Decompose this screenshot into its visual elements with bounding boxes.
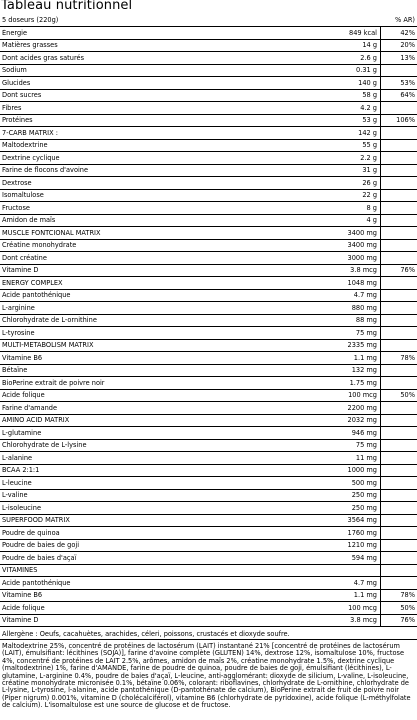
nutrient-value: 1.75 mg <box>349 378 377 387</box>
table-row <box>0 52 417 65</box>
nutrient-name: Amidon de maïs <box>2 216 56 225</box>
table-row <box>0 152 417 165</box>
nutrient-pct <box>380 177 417 189</box>
nutrient-name: Fructose <box>2 203 30 212</box>
nutrient-pct: 50% <box>380 602 417 614</box>
nutrient-name: Dont acides gras saturés <box>2 53 85 62</box>
nutrient-pct <box>380 440 417 452</box>
nutrient-value: 250 mg <box>351 491 377 500</box>
table-row <box>0 415 417 428</box>
table-row <box>0 490 417 503</box>
table-row <box>0 365 417 378</box>
nutrient-name: Dextrine cyclique <box>2 153 60 162</box>
nutrient-value: 14 g <box>362 41 377 50</box>
nutrient-pct <box>380 502 417 514</box>
nutrient-name: Chlorohydrate de L-lysine <box>2 441 87 450</box>
nutrient-name: Dont sucres <box>2 91 42 100</box>
nutrient-value: 2335 mg <box>347 341 377 350</box>
nutrient-value: 4.7 mg <box>353 578 377 587</box>
nutrient-pct: 50% <box>380 390 417 402</box>
nutrient-name: Isomaltulose <box>2 191 44 200</box>
nutrient-pct: 20% <box>380 40 417 52</box>
nutrient-name: L-tyrosine <box>2 328 35 337</box>
table-row <box>0 515 417 528</box>
table-row <box>0 452 417 465</box>
table-row <box>0 340 417 353</box>
table-row <box>0 615 417 628</box>
nutrient-value: 140 g <box>358 78 377 87</box>
nutrient-name: MUSCLE FONTCIONAL MATRIX <box>2 228 101 237</box>
nutrient-pct: 64% <box>380 90 417 102</box>
nutrient-pct <box>380 540 417 552</box>
nutrient-value: 132 mg <box>351 366 377 375</box>
nutrient-name: VITAMINES <box>2 566 38 575</box>
nutrient-name: Poudre de baies de goji <box>2 541 80 550</box>
ingredients-text: Maltodextrine 25%, concentré de protéines de lactosérum (LAIT) instantané 21% [concentré de protéines de lactosérum (LAIT), émulsifiant: lécithines (SOJA)], farine d'avoine complète (GLUTEN) 14%, dextrose 12%, isomaltulose 10%, fructose 4%, concentré de protéines de LAIT 2.5%, arômes, amidon de maïs 2%, créatine monohydrate 1.5%, dextrine cyclique (maltodextrine) 1%, farine d'AMANDE, farine de poudre de quinoa, poudre de baies de goji, émulsifiant (lécithines), L-glutamine, L-arginine 0.4%, poudre de baies d'açaï, L-leucine, anti-agglomérant: dioxyde de silicium, L-valine, L-isoleucine, créatine monohydrate micronisée 0.1%, bétaïne 0.06%, colorant: riboflavines, chlorhydrate de L-ornithine, chlorhydrate de L-lysine, L-tyrosine, l-alanine, acide pantothénique (D-pantothénate de calcium), BioPerine extrait de fruit de poivre noir (Piper nigrum) 0.001%, vitamine D (cholécalciférol), vitamine B6 (chlorhydrate de pyridoxine), acide folique (L-méthylfolate de calcium). L'isomaltulose est une source de glucose et de fructose. <box>2 642 411 710</box>
nutrient-pct <box>380 102 417 114</box>
nutrient-pct <box>380 577 417 589</box>
table-row <box>0 440 417 453</box>
table-row <box>0 502 417 515</box>
table-row <box>0 527 417 540</box>
nutrient-value: 3.8 mcg <box>350 266 377 275</box>
table-row <box>0 27 417 40</box>
nutrient-name: L-leucine <box>2 478 32 487</box>
nutrient-pct <box>380 452 417 464</box>
table-row <box>0 177 417 190</box>
nutrient-value: 2.2 g <box>360 153 377 162</box>
pct-header: % AR) <box>394 16 415 24</box>
nutrient-name: L-alanine <box>2 453 33 462</box>
nutrient-pct <box>380 415 417 427</box>
nutrient-pct: 78% <box>380 590 417 602</box>
nutrient-name: Glucides <box>2 78 31 87</box>
nutrient-name: MULTI-METABOLISM MATRIX <box>2 341 94 350</box>
nutrient-pct <box>380 515 417 527</box>
nutrient-name: Vitamine D <box>2 616 39 625</box>
nutrient-name: Vitamine B6 <box>2 591 43 600</box>
table-row <box>0 227 417 240</box>
nutrient-name: Vitamine B6 <box>2 353 43 362</box>
table-row <box>0 290 417 303</box>
nutrient-value: 1048 mg <box>347 278 377 287</box>
nutrient-pct: 13% <box>380 52 417 64</box>
nutrient-value: 4.2 g <box>360 103 377 112</box>
table-row <box>0 165 417 178</box>
nutrient-pct <box>380 365 417 377</box>
nutrient-pct <box>380 427 417 439</box>
nutrient-value: 22 g <box>362 191 377 200</box>
table-row <box>0 302 417 315</box>
nutrient-value: 142 g <box>358 128 377 137</box>
nutrient-name: Acide folique <box>2 391 45 400</box>
table-row <box>0 427 417 440</box>
table-row <box>0 402 417 415</box>
nutrient-name: Protéines <box>2 116 33 125</box>
table-row <box>0 90 417 103</box>
nutrient-value: 88 mg <box>355 316 377 325</box>
nutrient-name: L-valine <box>2 491 28 500</box>
nutrient-pct <box>380 552 417 564</box>
nutrient-value: 250 mg <box>351 503 377 512</box>
nutrient-name: Sodium <box>2 66 27 75</box>
nutrient-value: 1210 mg <box>347 541 377 550</box>
nutrient-name: Dextrose <box>2 178 32 187</box>
table-row <box>0 377 417 390</box>
nutrient-value: 55 g <box>362 141 377 150</box>
nutrient-pct: 76% <box>380 265 417 277</box>
nutrient-value: 26 g <box>362 178 377 187</box>
nutrient-value: 58 g <box>362 91 377 100</box>
nutrient-name: Bétaïne <box>2 366 28 375</box>
table-row <box>0 115 417 128</box>
nutrient-pct <box>380 277 417 289</box>
nutrient-pct: 78% <box>380 352 417 364</box>
nutrient-pct <box>380 465 417 477</box>
table-row <box>0 465 417 478</box>
nutrient-value: 3.8 mcg <box>350 616 377 625</box>
nutrient-name: Dont créatine <box>2 253 47 262</box>
nutrient-pct <box>380 302 417 314</box>
nutrient-pct <box>380 402 417 414</box>
table-row <box>0 352 417 365</box>
nutrient-value: 500 mg <box>351 478 377 487</box>
table-row <box>0 240 417 253</box>
nutrient-pct: 76% <box>380 615 417 627</box>
nutrient-pct <box>380 127 417 139</box>
nutrient-name: Farine d'amande <box>2 403 58 412</box>
nutrient-value: 1000 mg <box>347 466 377 475</box>
table-row <box>0 315 417 328</box>
table-row <box>0 565 417 578</box>
nutrient-pct <box>380 240 417 252</box>
nutrient-value: 880 mg <box>351 303 377 312</box>
nutrient-pct <box>380 477 417 489</box>
nutrient-value: 1760 mg <box>347 528 377 537</box>
nutrient-pct <box>380 227 417 239</box>
nutrient-value: 4 g <box>366 216 377 225</box>
nutrient-pct <box>380 377 417 389</box>
nutrient-name: Maltodextrine <box>2 141 48 150</box>
nutrient-value: 946 mg <box>351 428 377 437</box>
nutrient-value: 2032 mg <box>347 416 377 425</box>
nutrient-pct <box>380 527 417 539</box>
nutrient-pct <box>380 190 417 202</box>
nutrition-table <box>0 27 417 627</box>
nutrient-value: 75 mg <box>355 328 377 337</box>
nutrient-pct <box>380 252 417 264</box>
nutrient-value: 100 mcg <box>348 603 377 612</box>
nutrient-value: 3400 mg <box>347 241 377 250</box>
nutrient-name: L-glutamine <box>2 428 42 437</box>
table-row <box>0 40 417 53</box>
table-row <box>0 577 417 590</box>
table-row <box>0 140 417 153</box>
table-row <box>0 102 417 115</box>
nutrient-value: 0.31 g <box>356 66 377 75</box>
table-row <box>0 552 417 565</box>
nutrient-pct: 42% <box>380 27 417 39</box>
table-row <box>0 127 417 140</box>
table-row <box>0 190 417 203</box>
nutrient-name: L-arginine <box>2 303 35 312</box>
nutrient-name: BCAA 2:1:1 <box>2 466 40 475</box>
table-row <box>0 252 417 265</box>
page-title: Tableau nutritionnel <box>1 0 133 13</box>
nutrient-value: 100 mcg <box>348 391 377 400</box>
table-row <box>0 77 417 90</box>
nutrient-value: 4.7 mg <box>353 291 377 300</box>
nutrient-name: L-isoleucine <box>2 503 41 512</box>
table-row <box>0 327 417 340</box>
table-row <box>0 477 417 490</box>
nutrient-name: AMINO ACID MATRIX <box>2 416 70 425</box>
nutrient-pct <box>380 140 417 152</box>
nutrient-value: 2200 mg <box>347 403 377 412</box>
nutrient-name: Énergie <box>2 28 28 37</box>
nutrient-pct <box>380 340 417 352</box>
nutrient-name: Matières grasses <box>2 41 58 50</box>
nutrient-value: 2.6 g <box>360 53 377 62</box>
nutrient-name: BioPerine extrait de poivre noir <box>2 378 105 387</box>
nutrient-name: Chlorohydrate de L-ornithine <box>2 316 97 325</box>
nutrient-name: Poudre de quinoa <box>2 528 60 537</box>
nutrient-name: SUPERFOOD MATRIX <box>2 516 70 525</box>
nutrient-name: Fibres <box>2 103 22 112</box>
nutrient-name: 7-CARB MATRIX : <box>2 128 58 137</box>
nutrient-pct <box>380 202 417 214</box>
nutrient-value: 3564 mg <box>347 516 377 525</box>
table-row <box>0 215 417 228</box>
nutrient-name: ENERGY COMPLEX <box>2 278 63 287</box>
nutrient-pct <box>380 565 417 577</box>
nutrient-name: Acide pantothénique <box>2 291 71 300</box>
nutrient-value: 75 mg <box>355 441 377 450</box>
nutrient-pct <box>380 290 417 302</box>
nutrient-value: 11 mg <box>355 453 377 462</box>
nutrient-value: 594 mg <box>351 553 377 562</box>
nutrient-name: Poudre de baies d'açaï <box>2 553 77 562</box>
nutrient-pct <box>380 152 417 164</box>
nutrient-pct <box>380 327 417 339</box>
table-row <box>0 590 417 603</box>
table-row <box>0 202 417 215</box>
nutrient-value: 1.1 mg <box>353 353 377 362</box>
table-row <box>0 390 417 403</box>
table-row <box>0 277 417 290</box>
nutrient-name: Acide folique <box>2 603 45 612</box>
serving-header <box>0 14 417 27</box>
nutrient-value: 3400 mg <box>347 228 377 237</box>
nutrient-value: 31 g <box>362 166 377 175</box>
table-row <box>0 65 417 78</box>
nutrient-pct <box>380 490 417 502</box>
nutrient-pct: 106% <box>380 115 417 127</box>
nutrient-pct <box>380 215 417 227</box>
table-row <box>0 540 417 553</box>
nutrient-pct <box>380 165 417 177</box>
nutrient-pct: 53% <box>380 77 417 89</box>
nutrient-name: Vitamine D <box>2 266 39 275</box>
nutrient-name: Créatine monohydrate <box>2 241 77 250</box>
nutrient-name: Farine de flocons d'avoine <box>2 166 89 175</box>
nutrient-value: 8 g <box>366 203 377 212</box>
serving-size: 5 doseurs (220g) <box>2 16 59 24</box>
nutrient-pct <box>380 65 417 77</box>
nutrient-value: 849 kcal <box>349 28 377 37</box>
nutrient-name: Acide pantothénique <box>2 578 71 587</box>
table-row <box>0 602 417 615</box>
table-row <box>0 265 417 278</box>
allergen-statement: Allergène : Oeufs, cacahuètes, arachides, céleri, poissons, crustacés et dioxyde soufre. <box>0 627 417 640</box>
nutrient-value: 53 g <box>362 116 377 125</box>
nutrient-pct <box>380 315 417 327</box>
nutrient-value: 3000 mg <box>347 253 377 262</box>
nutrient-value: 1.1 mg <box>353 591 377 600</box>
